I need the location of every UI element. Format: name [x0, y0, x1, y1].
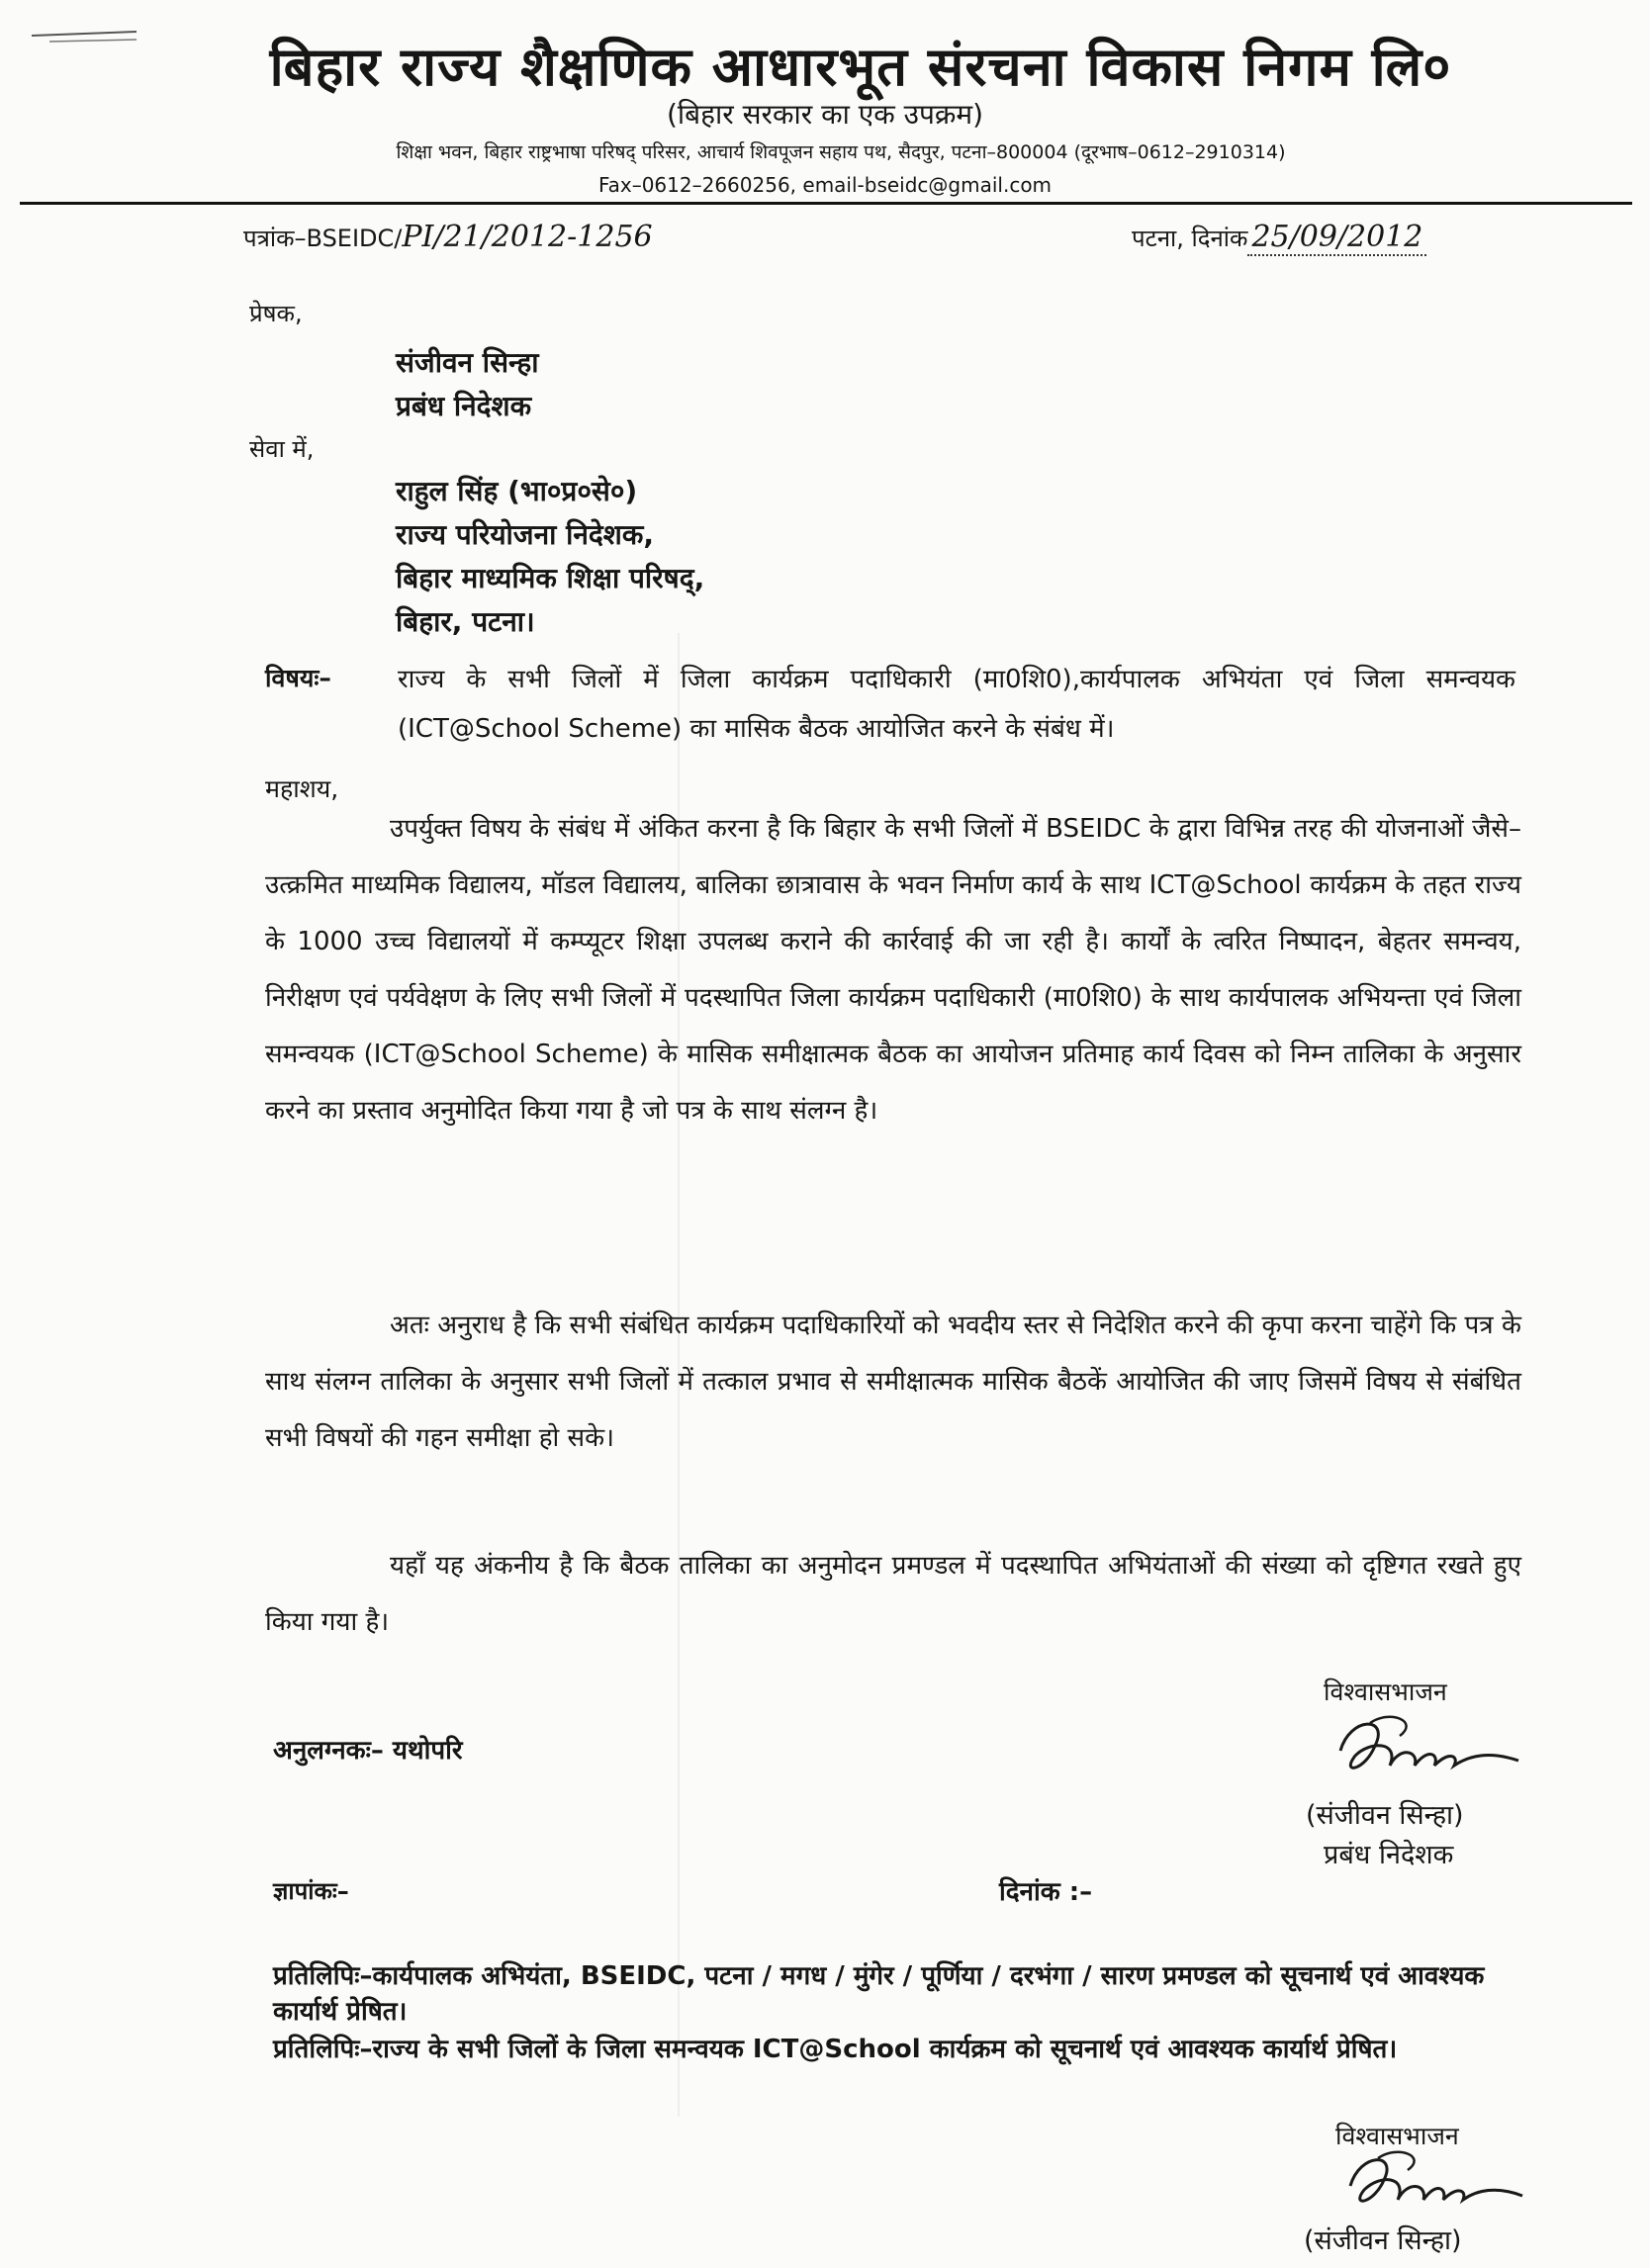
memo-label: ज्ञापांकः–	[273, 1877, 349, 1905]
recipient-line: राज्य परियोजना निदेशक,	[396, 518, 654, 551]
closing-designation: प्रबंध निदेशक	[1324, 1840, 1454, 1870]
recipient-line: राहुल सिंह (भा०प्र०से०)	[396, 475, 638, 507]
header-divider	[20, 202, 1632, 205]
org-subtitle: (बिहार सरकार का एक उपक्रम)	[666, 98, 984, 131]
memo-date-label: दिनांक :–	[999, 1877, 1093, 1907]
signature-icon	[1330, 1711, 1528, 1790]
enclosure-line: अनुलग्नकः– यथोपरि	[273, 1736, 463, 1766]
org-address: शिक्षा भवन, बिहार राष्ट्रभाषा परिषद् परिसर, आचार्य शिवपूजन सहाय पथ, सैदपुर, पटना–800004 (दूरभाष–0612–2910314)	[396, 141, 1286, 163]
closing-name: (संजीवन सिन्हा)	[1304, 2225, 1462, 2256]
org-contact: Fax–0612–2660256, email-bseidc@gmail.com	[597, 173, 1053, 197]
sender-label: प्रेषक,	[249, 300, 303, 327]
reference-number	[243, 220, 653, 254]
closing-name: (संजीवन सिन्हा)	[1306, 1800, 1464, 1831]
reference-handwritten: PI/21/2012-1256	[402, 220, 653, 254]
copy-line: प्रतिलिपिः–कार्यपालक अभियंता, BSEIDC, पटना / मगध / मुंगेर / पूर्णिया / दरभंगा / सारण प्रमण्डल को सूचनार्थ एवं आवश्यक कार्यार्थ प्रेषित।	[273, 1961, 1485, 2027]
recipient-label: सेवा में,	[249, 435, 315, 463]
signature-icon	[1340, 2144, 1528, 2223]
closing-label: विश्वासभाजन	[1335, 2122, 1459, 2150]
body-paragraph: अतः अनुराध है कि सभी संबंधित कार्यक्रम पदाधिकारियों को भवदीय स्तर से निदेशित करने की कृपा करना चाहेंगे कि पत्र के साथ संलग्न तालिका के अनुसार सभी जिलों में तत्काल प्रभाव से समीक्षात्मक मासिक बैठकें आयोजित की जाए जिसमें विषय से संबंधित सभी विषयों की गहन समीक्षा हो सके।	[265, 1311, 1521, 1453]
recipient-line: बिहार, पटना।	[396, 605, 535, 638]
body-paragraph: उपर्युक्त विषय के संबंध में अंकित करना है कि बिहार के सभी जिलों में BSEIDC के द्वारा विभिन्न तरह की योजनाओं जैसे–उत्क्रमित माध्यमिक विद्यालय, मॉडल विद्यालय, बालिका छात्रावास के भवन निर्माण कार्य के साथ ICT@School कार्यक्रम के तहत राज्य के 1000 उच्च विद्यालयों में कम्प्यूटर शिक्षा उपलब्ध कराने की कार्रवाई की जा रही है। कार्यों के त्वरित निष्पादन, बेहतर समन्वय, निरीक्षण एवं पर्यवेक्षण के लिए सभी जिलों में पदस्थापित जिला कार्यक्रम पदाधिकारी (मा0शि0) के साथ कार्यपालक अभियन्ता एवं जिला समन्वयक (ICT@School Scheme) के मासिक समीक्षात्मक बैठक का आयोजन प्रतिमाह कार्य दिवस को निम्न तालिका के अनुसार करने का प्रस्ताव अनुमोदित किया गया है जो पत्र के साथ संलग्न है।	[265, 814, 1521, 1126]
sender-designation: प्रबंध निदेशक	[396, 390, 532, 422]
subject-label: विषयः–	[265, 664, 331, 692]
recipient-address	[396, 470, 704, 644]
sender-name: संजीवन सिन्हा	[396, 346, 539, 379]
org-name: बिहार राज्य शैक्षणिक आधारभूत संरचना विकास निगम लि०	[269, 36, 1452, 98]
date-handwritten: 25/09/2012	[1247, 220, 1426, 256]
recipient-line: बिहार माध्यमिक शिक्षा परिषद्,	[396, 562, 705, 594]
salutation: महाशय,	[265, 774, 339, 803]
date-label: पटना, दिनांक	[1132, 225, 1248, 252]
scan-mark	[30, 28, 138, 47]
closing-label: विश्वासभाजन	[1324, 1678, 1447, 1706]
copy-line: प्रतिलिपिः–राज्य के सभी जिलों के जिला समन्वयक ICT@School कार्यक्रम को सूचनार्थ एवं आवश्यक कार्यार्थ प्रेषित।	[273, 2035, 1398, 2064]
letter-date	[1132, 220, 1426, 254]
signature-text	[0, 0, 1, 1]
body-paragraph: यहाँ यह अंकनीय है कि बैठक तालिका का अनुमोदन प्रमण्डल में पदस्थापित अभियंताओं की संख्या को दृष्टिगत रखते हुए किया गया है।	[265, 1551, 1521, 1637]
signature-text	[0, 0, 1, 1]
reference-label: पत्रांक–BSEIDC/	[243, 225, 403, 252]
subject-text: राज्य के सभी जिलों में जिला कार्यक्रम पदाधिकारी (मा0शि0),कार्यपालक अभियंता एवं जिला समन्वयक (ICT@School Scheme) का मासिक बैठक आयोजित करने के संबंध में।	[398, 665, 1515, 744]
